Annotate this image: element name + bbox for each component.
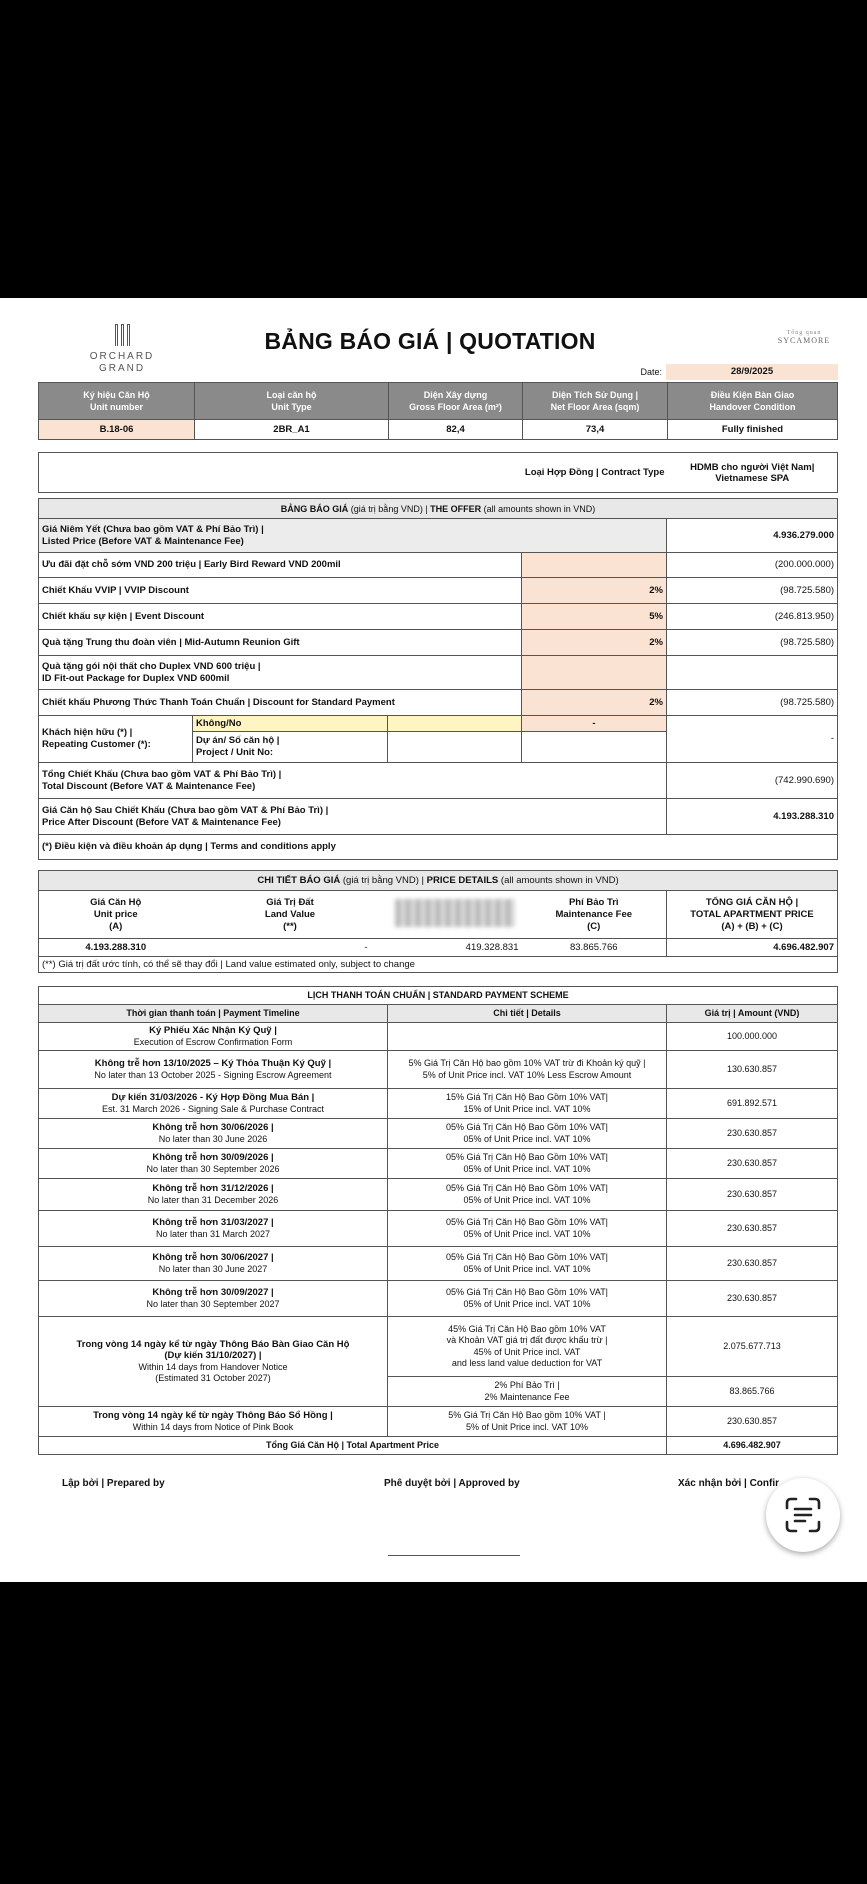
confirmed-by-label: Xác nhận bởi | Confir <box>678 1478 780 1489</box>
schedule-timeline: Không trễ hơn 31/12/2026 | No later than 31 December 2026 <box>39 1179 388 1211</box>
schedule-amount: 230.630.857 <box>667 1119 838 1149</box>
orchard-grand-logo <box>82 324 162 375</box>
schedule-details: 5% Giá Trị Căn Hộ bao gồm 10% VAT trừ đi Khoản ký quỹ | 5% of Unit Price incl. VAT 10% Less Escrow Amount <box>388 1051 667 1089</box>
brand-small-text: Tổng quan <box>786 330 822 336</box>
redaction-blur <box>395 899 515 927</box>
schedule-header-details: Chi tiết | Details <box>388 1005 667 1023</box>
event-discount-value: (246.813.950) <box>667 604 838 630</box>
handover-details: 45% Giá Trị Căn Hộ Bao gồm 10% VAT và Khoản VAT giá trị đất được khấu trừ | 45% of Unit Price incl. VAT and less land value deduction for VAT <box>388 1317 667 1377</box>
schedule-row <box>39 1023 838 1051</box>
schedule-details: 05% Giá Trị Căn Hộ Bao Gồm 10% VAT| 05% of Unit Price incl. VAT 10% <box>388 1119 667 1149</box>
unit-price-header: Giá Căn Hộ Unit price (A) <box>39 891 193 939</box>
approved-by-label: Phê duyệt bởi | Approved by <box>384 1478 520 1489</box>
schedule-row <box>39 1211 838 1247</box>
listed-price-label: Giá Niêm Yết (Chưa bao gồm VAT & Phí Bảo Trì) | Listed Price (Before VAT & Maintenance Fee) <box>39 519 667 553</box>
pink-book-details: 5% Giá Trị Căn Hộ Bao gồm 10% VAT | 5% of Unit Price incl. VAT 10% <box>388 1407 667 1437</box>
repeating-customer-value: - <box>667 716 838 763</box>
schedule-title: LỊCH THANH TOÁN CHUẨN | STANDARD PAYMENT SCHEME <box>39 987 838 1005</box>
schedule-timeline: Không trễ hơn 30/06/2026 | No later than 30 June 2026 <box>39 1119 388 1149</box>
price-after-discount-value: 4.193.288.310 <box>667 799 838 835</box>
schedule-amount: 230.630.857 <box>667 1281 838 1317</box>
mid-autumn-gift-label: Quà tặng Trung thu đoàn viên | Mid-Autumn Reunion Gift <box>39 630 522 656</box>
total-discount-value: (742.990.690) <box>667 763 838 799</box>
schedule-row <box>39 1179 838 1211</box>
schedule-amount: 230.630.857 <box>667 1247 838 1281</box>
standard-payment-label: Chiết khấu Phương Thức Thanh Toán Chuẩn | Discount for Standard Payment <box>39 690 522 716</box>
vvip-discount-pct: 2% <box>522 578 667 604</box>
schedule-row <box>39 1149 838 1179</box>
land-value-note: (**) Giá trị đất ước tính, có thể sẽ thay đổi | Land value estimated only, subject to change <box>39 957 838 973</box>
project-unit-label: Dự án/ Số căn hộ | Project / Unit No: <box>193 732 388 763</box>
fitout-package-label: Quà tặng gói nội thất cho Duplex VND 600 triệu | ID Fit-out Package for Duplex VND 600mil <box>39 656 522 690</box>
schedule-row <box>39 1407 838 1437</box>
document-header <box>0 298 867 380</box>
unit-number-header: Ký hiệu Căn Hộ Unit number <box>39 383 195 420</box>
schedule-row <box>39 1281 838 1317</box>
signature-line <box>388 1555 520 1556</box>
project-unit-input[interactable] <box>388 732 522 763</box>
schedule-details <box>388 1023 667 1051</box>
schedule-timeline: Dự kiến 31/03/2026 - Ký Hợp Đồng Mua Bán | Est. 31 March 2026 - Signing Sale & Purchase Contract <box>39 1089 388 1119</box>
schedule-details: 05% Giá Trị Căn Hộ Bao Gồm 10% VAT| 05% of Unit Price incl. VAT 10% <box>388 1247 667 1281</box>
unit-type-value: 2BR_A1 <box>195 420 389 440</box>
land-value-value: - <box>193 939 388 957</box>
schedule-details: 05% Giá Trị Căn Hộ Bao Gồm 10% VAT| 05% of Unit Price incl. VAT 10% <box>388 1179 667 1211</box>
schedule-header-amount: Giá trị | Amount (VND) <box>667 1005 838 1023</box>
standard-payment-pct: 2% <box>522 690 667 716</box>
fitout-package-pct <box>522 656 667 690</box>
schedule-amount: 100.000.000 <box>667 1023 838 1051</box>
offer-header: BẢNG BÁO GIÁ (giá trị bằng VND) | THE OFFER (all amounts shown in VND) <box>39 499 838 519</box>
event-discount-pct: 5% <box>522 604 667 630</box>
maintenance-details: 2% Phí Bảo Trì | 2% Maintenance Fee <box>388 1377 667 1407</box>
offer-table <box>38 498 837 860</box>
schedule-timeline: Không trễ hơn 13/10/2025 – Ký Thỏa Thuận Ký Quỹ | No later than 13 October 2025 - Signing Escrow Agreement <box>39 1051 388 1089</box>
brand-name: SYCAMORE <box>777 336 831 345</box>
schedule-timeline: Không trễ hơn 30/09/2027 | No later than 30 September 2027 <box>39 1281 388 1317</box>
vvip-discount-label: Chiết Khấu VVIP | VVIP Discount <box>39 578 522 604</box>
schedule-details: 05% Giá Trị Căn Hộ Bao Gồm 10% VAT| 05% of Unit Price incl. VAT 10% <box>388 1149 667 1179</box>
terms-note: (*) Điều kiện và điều khoản áp dụng | Terms and conditions apply <box>39 835 838 860</box>
net-area-header: Diện Tích Sử Dụng | Net Floor Area (sqm) <box>523 383 668 420</box>
vat-value: 419.328.831 <box>388 939 522 957</box>
total-apartment-price-label: Tổng Giá Căn Hộ | Total Apartment Price <box>39 1437 667 1455</box>
schedule-timeline: Không trễ hơn 31/03/2027 | No later than 31 March 2027 <box>39 1211 388 1247</box>
maintenance-amount: 83.865.766 <box>667 1377 838 1407</box>
total-price-value: 4.696.482.907 <box>667 939 838 957</box>
schedule-row <box>39 1247 838 1281</box>
schedule-header-timeline: Thời gian thanh toán | Payment Timeline <box>39 1005 388 1023</box>
net-area-value: 73,4 <box>523 420 668 440</box>
handover-timeline: Trong vòng 14 ngày kể từ ngày Thông Báo Bàn Giao Căn Hộ (Dự kiến 31/10/2027) | Within 14 days from Handover Notice (Estimated 31 October 2027) <box>39 1317 388 1407</box>
scan-text-icon <box>783 1495 823 1535</box>
schedule-row <box>39 1089 838 1119</box>
schedule-details: 05% Giá Trị Căn Hộ Bao Gồm 10% VAT| 05% of Unit Price incl. VAT 10% <box>388 1281 667 1317</box>
prepared-by-label: Lập bởi | Prepared by <box>62 1478 165 1489</box>
logo-text-1: ORCHARD <box>89 351 155 362</box>
handover-amount: 2.075.677.713 <box>667 1317 838 1377</box>
early-bird-value: (200.000.000) <box>667 553 838 578</box>
total-discount-label: Tổng Chiết Khấu (Chưa bao gồm VAT & Phí Bảo Trì) | Total Discount (Before VAT & Maintenance Fee) <box>39 763 667 799</box>
quotation-document <box>0 298 867 1582</box>
unit-table <box>38 382 837 440</box>
total-price-header: TỔNG GIÁ CĂN HỘ | TOTAL APARTMENT PRICE (A) + (B) + (C) <box>667 891 838 939</box>
handover-value: Fully finished <box>668 420 838 440</box>
contract-type-table <box>38 452 837 493</box>
price-after-discount-label: Giá Căn hộ Sau Chiết Khấu (Chưa bao gồm VAT & Phí Bảo Trì) | Price After Discount (Before VAT & Maintenance Fee) <box>39 799 667 835</box>
fitout-package-value <box>667 656 838 690</box>
listed-price-value: 4.936.279.000 <box>667 519 838 553</box>
mid-autumn-gift-value: (98.725.580) <box>667 630 838 656</box>
payment-schedule-table <box>38 986 837 1455</box>
logo-text-2: GRAND <box>98 363 146 374</box>
standard-payment-value: (98.725.580) <box>667 690 838 716</box>
repeating-customer-dash: - <box>522 716 667 732</box>
contract-type-label: Loại Hợp Đồng | Contract Type <box>39 453 668 493</box>
repeating-customer-label: Khách hiện hữu (*) | Repeating Customer (*): <box>39 716 193 763</box>
mid-autumn-gift-pct: 2% <box>522 630 667 656</box>
contract-type-value: HDMB cho người Việt Nam| Vietnamese SPA <box>668 453 838 493</box>
gross-area-header: Diện Xây dựng Gross Floor Area (m²) <box>389 383 523 420</box>
schedule-timeline: Ký Phiếu Xác Nhận Ký Quỹ | Execution of Escrow Confirmation Form <box>39 1023 388 1051</box>
price-details-header: CHI TIẾT BÁO GIÁ (giá trị bằng VND) | PRICE DETAILS (all amounts shown in VND) <box>39 871 838 891</box>
schedule-row <box>39 1119 838 1149</box>
sycamore-logo <box>768 330 840 345</box>
blurred-vat-header <box>388 891 522 939</box>
schedule-timeline: Không trễ hơn 30/09/2026 | No later than 30 September 2026 <box>39 1149 388 1179</box>
pink-book-amount: 230.630.857 <box>667 1407 838 1437</box>
schedule-details: 05% Giá Trị Căn Hộ Bao Gồm 10% VAT| 05% of Unit Price incl. VAT 10% <box>388 1211 667 1247</box>
early-bird-label: Ưu đãi đặt chỗ sớm VND 200 triệu | Early Bird Reward VND 200mil <box>39 553 522 578</box>
pink-book-timeline: Trong vòng 14 ngày kể từ ngày Thông Báo Sổ Hồng | Within 14 days from Notice of Pink Book <box>39 1407 388 1437</box>
price-details-table <box>38 870 837 973</box>
schedule-details: 15% Giá Trị Căn Hộ Bao Gồm 10% VAT| 15% of Unit Price incl. VAT 10% <box>388 1089 667 1119</box>
event-discount-label: Chiết khấu sự kiện | Event Discount <box>39 604 522 630</box>
schedule-amount: 230.630.857 <box>667 1211 838 1247</box>
schedule-amount: 230.630.857 <box>667 1179 838 1211</box>
vvip-discount-value: (98.725.580) <box>667 578 838 604</box>
schedule-amount: 130.630.857 <box>667 1051 838 1089</box>
page-title: BẢNG BÁO GIÁ | QUOTATION <box>264 328 596 354</box>
unit-number-value: B.18-06 <box>39 420 195 440</box>
handover-header: Điều Kiện Bàn Giao Handover Condition <box>668 383 838 420</box>
schedule-row <box>39 1051 838 1089</box>
schedule-amount: 230.630.857 <box>667 1149 838 1179</box>
maintenance-fee-header: Phí Bảo Trì Maintenance Fee (C) <box>522 891 667 939</box>
date-value: 28/9/2025 <box>666 364 838 380</box>
scan-text-button[interactable] <box>766 1478 840 1552</box>
schedule-amount: 691.892.571 <box>667 1089 838 1119</box>
land-value-header: Giá Trị Đất Land Value (**) <box>193 891 388 939</box>
total-apartment-price-value: 4.696.482.907 <box>667 1437 838 1455</box>
early-bird-pct <box>522 553 667 578</box>
schedule-timeline: Không trễ hơn 30/06/2027 | No later than 30 June 2027 <box>39 1247 388 1281</box>
date-label: Date: <box>640 367 662 377</box>
maintenance-fee-value: 83.865.766 <box>522 939 667 957</box>
logo-icon <box>82 324 162 346</box>
gross-area-value: 82,4 <box>389 420 523 440</box>
repeating-customer-answer[interactable]: Không/No <box>193 716 388 732</box>
unit-type-header: Loại căn hộ Unit Type <box>195 383 389 420</box>
unit-price-value: 4.193.288.310 <box>39 939 193 957</box>
schedule-row <box>39 1317 838 1377</box>
